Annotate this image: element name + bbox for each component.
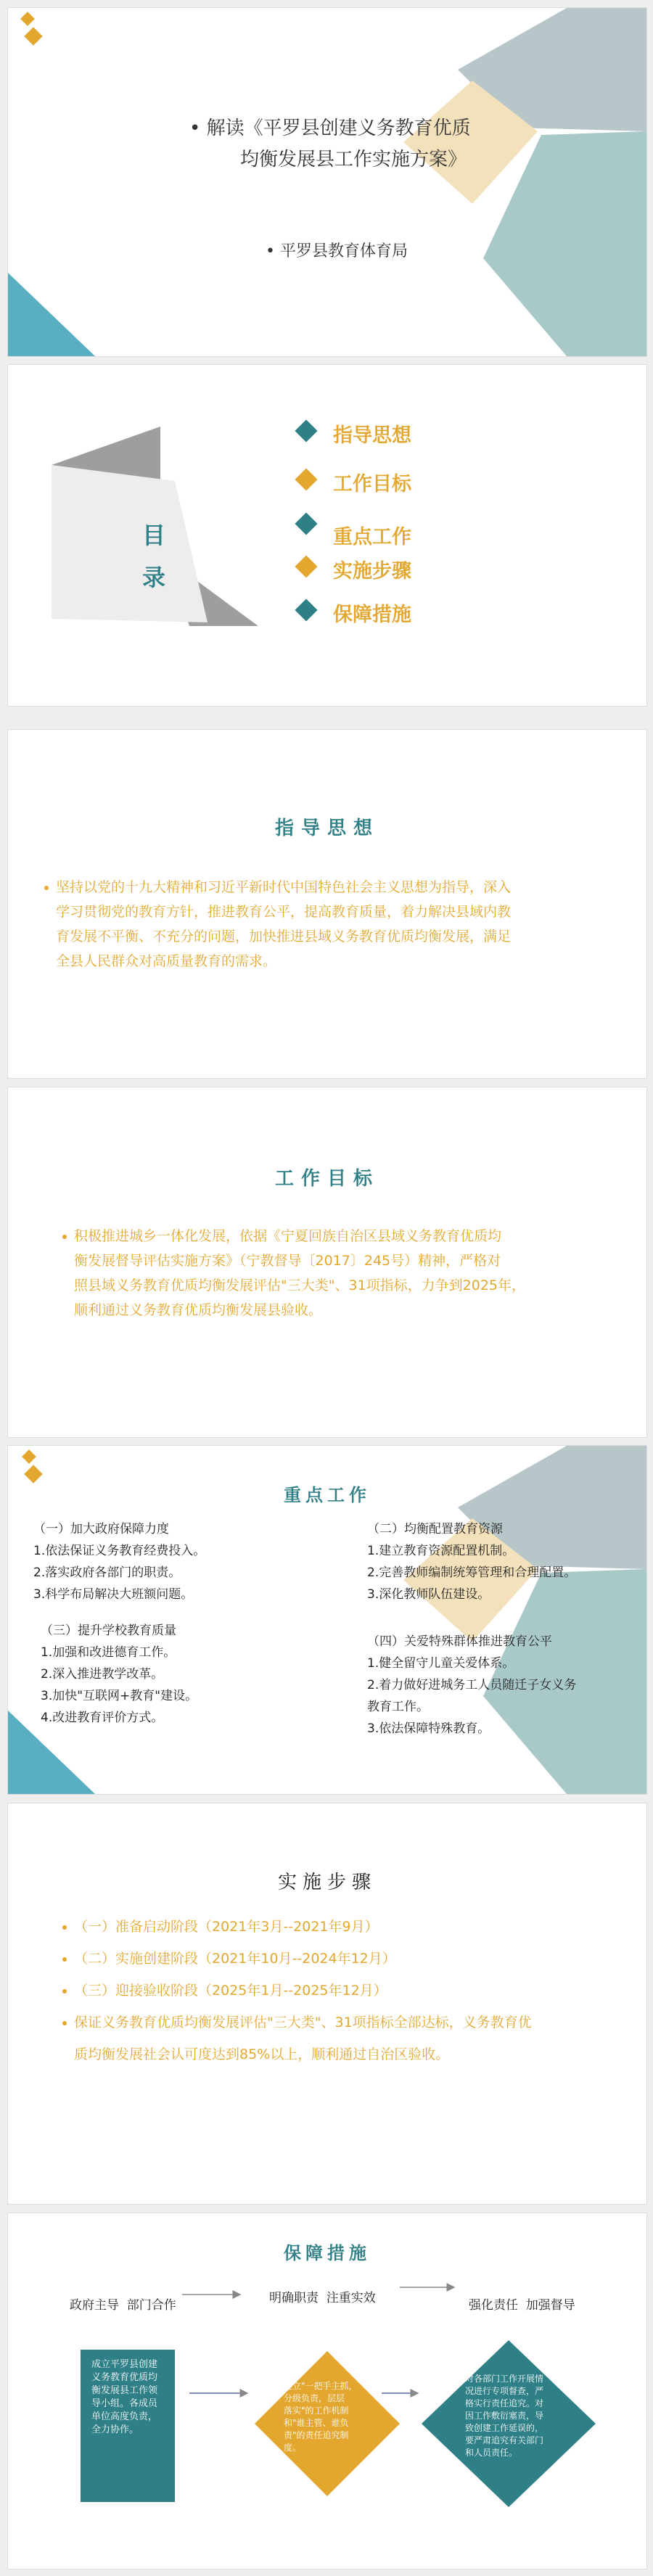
safeguard-slide	[7, 2213, 647, 2569]
toc-item-label: 实施步骤	[333, 560, 411, 583]
slide-title: 保障措施	[284, 2243, 371, 2263]
toc-diamond-icon	[295, 598, 317, 621]
implementation-steps-slide	[7, 1803, 647, 2205]
toc-item-label: 重点工作	[333, 526, 411, 548]
toc-diamond-icon	[295, 512, 317, 535]
group-heading: （二）均衡配置教育资源	[367, 1522, 503, 1536]
bullet-icon	[62, 1925, 67, 1930]
step-item: （一）准备启动阶段（2021年3月--2021年9月）	[62, 1911, 621, 1943]
body-line: 育发展不平衡、不充分的问题，加快推进县域义务教育优质均衡发展，满足	[56, 929, 512, 945]
group-heading: （四）关爱特殊群体推进教育公平	[367, 1634, 552, 1649]
work-goal-slide	[7, 1087, 647, 1438]
guiding-thought-slide	[7, 729, 647, 1079]
group-item: 1.建立教育资源配置机制。	[367, 1544, 515, 1558]
group-item: 2.着力做好进城务工人员随迁子女义务	[367, 1678, 577, 1692]
steps-list	[62, 1911, 621, 2070]
body-line: 积极推进城乡一体化发展，依据《宁夏回族自治区县域义务教育优质均	[62, 1224, 628, 1248]
guiding-thought-body	[44, 875, 625, 974]
goal-line: 质均衡发展社会认可度达到85%以上，顺利通过自治区验收。	[74, 2046, 450, 2062]
cover-decoration	[8, 8, 646, 356]
cover-slide	[7, 7, 647, 357]
group-item: 3.依法保障特殊教育。	[367, 1721, 490, 1736]
body-line: 衡发展督导评估实施方案》（宁教督导〔2017〕245号）精神，严格对	[74, 1253, 501, 1269]
key-work-group-4	[367, 1631, 576, 1740]
toc-item-label: 工作目标	[333, 473, 411, 495]
group-item: 1.依法保证义务教育经费投入。	[33, 1544, 206, 1558]
slide-title: 指导思想	[274, 818, 379, 839]
toc-diamond-icon	[295, 419, 317, 442]
safeguard-label-2: 明确职责 注重实效	[269, 2291, 376, 2305]
toc-item-label: 指导思想	[333, 424, 411, 447]
work-goal-body	[62, 1224, 628, 1322]
key-work-group-3	[41, 1620, 197, 1729]
safeguard-box-3-text: 对各部门工作开展情 况进行专项督查，严 格实行责任追究。对 因工作敷衍塞责，导 致创建工作延误的， 要严肃追究有关部门 和人员责任。	[465, 2374, 544, 2458]
group-item: 2.深入推进教学改革。	[41, 1667, 164, 1682]
key-work-group-1	[33, 1518, 205, 1605]
body-line: 顺利通过义务教育优质均衡发展县验收。	[74, 1302, 323, 1318]
group-item: 3.科学布局解决大班额问题。	[33, 1587, 194, 1602]
toc-diamond-icon	[295, 468, 317, 490]
body-line: 全县人民群众对高质量教育的需求。	[56, 953, 277, 969]
bullet-icon	[62, 1235, 67, 1239]
body-line: 学习贯彻党的教育方针，推进教育公平，提高教育质量，着力解决县域内教	[56, 904, 512, 920]
safeguard-label-3: 强化责任 加强督导	[469, 2298, 575, 2313]
slide-title: 实施步骤	[277, 1872, 377, 1893]
toc-heading-1: 目	[142, 522, 166, 549]
cover-org: • 平罗县教育体育局	[266, 242, 408, 260]
toc-item-label: 保障措施	[333, 604, 411, 626]
group-item: 2.落实政府各部门的职责。	[33, 1565, 181, 1580]
group-item: 1.加强和改进德育工作。	[41, 1645, 176, 1660]
teal-triangle	[8, 273, 95, 356]
toc-heading-2: 录	[142, 564, 166, 591]
slide-title: 工作目标	[274, 1168, 379, 1190]
light-teal-diamond	[483, 131, 646, 356]
body-line: 坚持以党的十九大精神和习近平新时代中国特色社会主义思想为指导，深入	[44, 875, 625, 900]
body-line: 照县域义务教育优质均衡发展评估"三大类"、31项指标，力争到2025年，	[74, 1277, 526, 1293]
bullet-icon	[62, 1957, 67, 1962]
safeguard-box-2-text: 建立"一把手主抓， 分级负责，层层 落实"的工作机制 和"谁主管、谁负 责"的责任追究制 度。	[284, 2381, 358, 2453]
goal-line: 保证义务教育优质均衡发展评估"三大类"、31项指标全部达标，义务教育优	[62, 2007, 621, 2038]
safeguard-label-1: 政府主导 部门合作	[70, 2298, 176, 2313]
toc-diamond-icon	[295, 555, 317, 577]
cover-title-line2: 均衡发展县工作实施方案》	[240, 149, 467, 170]
bullet-icon	[62, 1989, 67, 1993]
group-item: 3.加快"互联网+教育"建设。	[41, 1689, 198, 1703]
bullet-icon	[62, 2021, 67, 2025]
group-item: 1.健全留守儿童关爱体系。	[367, 1656, 515, 1671]
safeguard-box-1-text: 成立平罗县创建 义务教育优质均 衡发展县工作领 导小组。各成员 单位高度负责， 全力协作。	[91, 2359, 158, 2435]
toc-slide	[7, 364, 647, 707]
slide-title: 重点工作	[284, 1485, 371, 1505]
group-item: 3.深化教师队伍建设。	[367, 1587, 490, 1602]
bullet-icon	[44, 886, 49, 890]
step-item: （二）实施创建阶段（2021年10月--2024年12月）	[62, 1943, 621, 1975]
group-heading: （一）加大政府保障力度	[33, 1522, 169, 1536]
key-work-slide	[7, 1445, 647, 1795]
step-item: （三）迎接验收阶段（2025年1月--2025年12月）	[62, 1975, 621, 2007]
cover-title-line1: • 解读《平罗县创建义务教育优质	[189, 118, 471, 139]
key-work-group-2	[367, 1518, 576, 1605]
group-item: 2.完善教师编制统筹管理和合理配置。	[367, 1565, 577, 1580]
group-item: 教育工作。	[367, 1700, 429, 1714]
group-heading: （三）提升学校教育质量	[41, 1624, 176, 1638]
group-item: 4.改进教育评价方式。	[41, 1711, 164, 1725]
